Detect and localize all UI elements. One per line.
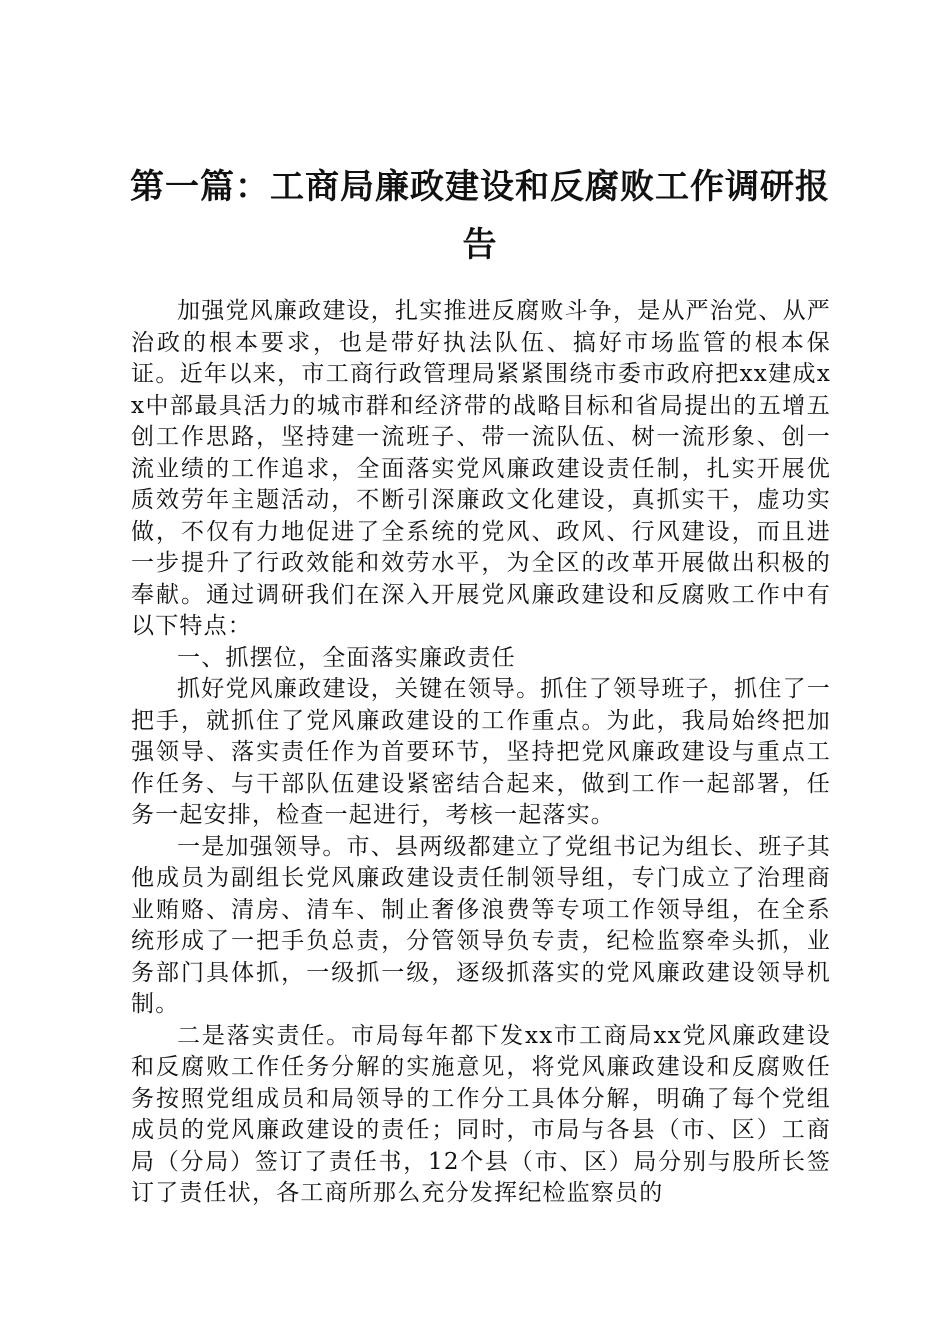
paragraph-implement-responsibility: 二是落实责任。市局每年都下发xx市工商局xx党风廉政建设和反腐败工作任务分解的实施意见，将党风廉政建设和反腐败任务按照党组成员和局领导的工作分工具体分解，明确了每个党组成员的党风廉政建设的责任；同时，市局与各县（市、区）工商局（分局）签订了责任书，12个县（市、区）局分别与股所长签订了责任状，各工商所那么充分发挥纪检监察员的: [131, 1022, 831, 1206]
paragraph-strengthen-leadership: 一是加强领导。市、县两级都建立了党组书记为组长、班子其他成员为副组长党风廉政建设责任制领导组，专门成立了治理商业贿赂、清房、清车、制止奢侈浪费等专项工作领导组，在全系统形成了一把手负总责，分管领导负专责，纪检监察牵头抓，业务部门具体抓，一级抓一级，逐级抓落实的党风廉政建设领导机制。: [131, 833, 831, 1017]
paragraph-intro: 加强党风廉政建设，扎实推进反腐败斗争，是从严治党、从严治政的根本要求，也是带好执法队伍、搞好市场监管的根本保证。近年以来，市工商行政管理局紧紧围绕市委市政府把xx建成xx中部最具活力的城市群和经济带的战略目标和省局提出的五增五创工作思路，坚持建一流班子、带一流队伍、树一流形象、创一流业绩的工作追求，全面落实党风廉政建设责任制，扎实开展优质效劳年主题活动，不断引深廉政文化建设，真抓实干，虚功实做，不仅有力地促进了全系统的党风、政风、行风建设，而且进一步提升了行政效能和效劳水平，为全区的改革开展做出积极的奉献。通过调研我们在深入开展党风廉政建设和反腐败工作中有以下特点：: [131, 298, 831, 639]
document-body: [131, 296, 831, 1210]
paragraph-section-1: 抓好党风廉政建设，关键在领导。抓住了领导班子，抓住了一把手，就抓住了党风廉政建设的工作重点。为此，我局始终把加强领导、落实责任作为首要环节，坚持把党风廉政建设与重点工作任务、与干部队伍建设紧密结合起来，做到工作一起部署，任务一起安排，检查一起进行，考核一起落实。: [131, 676, 831, 828]
document-title: 第一篇：工商局廉政建设和反腐败工作调研报告: [130, 167, 830, 265]
section-heading-1: 一、抓摆位，全面落实廉政责任: [177, 644, 516, 671]
